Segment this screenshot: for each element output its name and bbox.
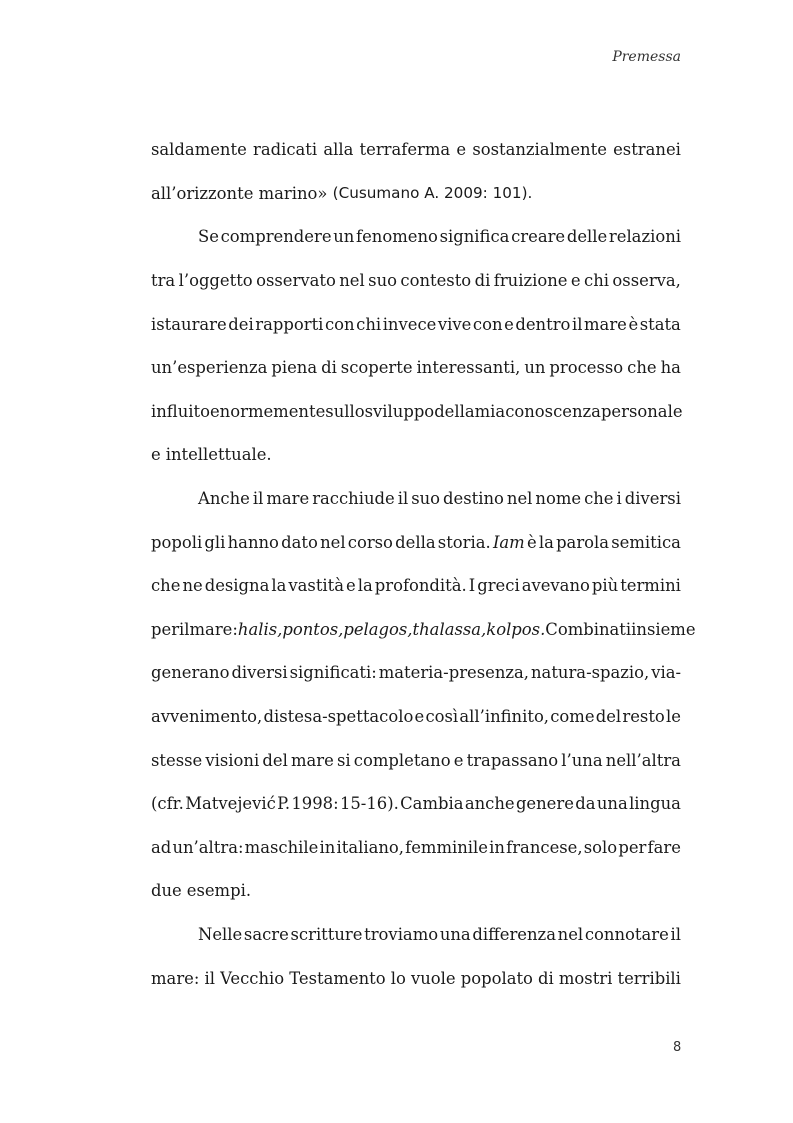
word: la [538,532,554,552]
word: visioni [205,750,260,770]
word: un’altra: [172,837,244,857]
word: delle [566,227,608,247]
word: che [627,358,657,378]
word: popolato [460,968,533,988]
text-line [151,477,681,521]
word: due [151,881,182,901]
word: Anche [198,489,250,509]
text-line [151,172,681,216]
word: il [204,968,215,988]
word: conoscenza [505,401,601,421]
word: terraferma [359,140,451,160]
word: e [504,314,514,334]
word: la [357,576,373,596]
word: fenomeno [356,227,438,247]
word: significa [439,227,510,247]
word: lo [390,968,406,988]
word: il [670,924,681,944]
text-line [151,695,681,739]
word: semitica [611,532,681,552]
word: e [346,576,356,596]
word: per [618,837,647,857]
word: un’esperienza [151,358,268,378]
word: della [395,532,436,552]
word: P. [277,794,291,814]
text-line [151,651,681,695]
word: avevano [521,576,590,596]
word: il [252,489,264,509]
word: via- [651,663,681,683]
word: pelagos, [343,619,413,639]
word: Se [198,227,219,247]
word: suo [368,271,397,291]
word: radicati [252,140,318,160]
word: da [575,794,596,814]
word: relazioni [608,227,681,247]
word: interessanti, [416,358,521,378]
word: più [591,576,619,596]
word: e [414,707,425,727]
word: esempi. [186,881,252,901]
word: della [434,401,475,421]
word: osservato [256,271,336,291]
word: francese, [506,837,583,857]
word: ne [182,576,203,596]
word: dentro [515,314,571,334]
word: termini [620,576,681,596]
word: 1998: [291,794,339,814]
word: designa [204,576,270,596]
word: un [524,358,546,378]
word: mare [266,489,310,509]
word: storia. [437,532,491,552]
word: estranei [613,140,681,160]
word: il [397,489,409,509]
word: le [665,707,681,727]
word: di [474,271,491,291]
text-line [151,259,681,303]
word: (cfr. [151,794,184,814]
word: Iam [492,532,525,552]
word: saldamente [151,140,247,160]
text-line [151,608,696,652]
word: vastità [288,576,345,596]
word: sullo [325,401,365,421]
text-segment: (Cusumano A. 2009: 101). [332,184,533,203]
word: personale [600,401,683,421]
word: osserva, [612,271,681,291]
word: una [439,924,471,944]
word: nel [320,532,346,552]
word: scoperte [340,358,413,378]
running-header: Premessa [612,49,681,65]
word: di [321,358,337,378]
text-line [151,433,681,477]
word: che [151,576,181,596]
word: solo [583,837,618,857]
word: e [570,271,581,291]
word: insieme [631,619,696,639]
word: stesse [151,750,203,770]
word: del [595,707,622,727]
word: diversi [624,489,681,509]
word: così [425,707,459,727]
word: popoli [151,532,203,552]
text-line [151,128,681,172]
word: è [628,314,639,334]
word: scritture [290,924,363,944]
word: del [262,750,288,770]
word: intellettuale. [165,445,272,465]
text-line [151,738,681,782]
word: istaurare [151,314,227,334]
word: Matvejević [185,794,276,814]
word: i [616,489,622,509]
word: dei [228,314,254,334]
word: nel [557,924,584,944]
word: femminile [405,837,488,857]
word: un [333,227,355,247]
word: in [489,837,505,857]
word: invece [382,314,437,334]
word: gli [204,532,226,552]
text-segment: all’orizzonte marino» [151,183,333,203]
text-line [151,913,681,957]
word: terribili [617,968,681,988]
word: con [472,314,503,334]
word: ad [151,837,172,857]
word: chi [584,271,609,291]
text-line [151,390,681,434]
word: racchiude [312,489,395,509]
word: 15-16). [339,794,399,814]
word: comprendere [220,227,332,247]
word: nome [535,489,582,509]
text-line [151,346,681,390]
word: si [336,750,351,770]
word: sostanzialmente [472,140,607,160]
word: troviamo [364,924,439,944]
word: profondità. [374,576,467,596]
word: halis, [237,619,283,639]
text-line [151,302,681,346]
word: stata [639,314,681,334]
word: per [151,619,180,639]
word: thalassa, [412,619,487,639]
text-line [151,520,681,564]
word: connotare [584,924,669,944]
word: mare [584,314,627,334]
word: kolpos. [486,619,546,639]
word: natura-spazio, [530,663,650,683]
word: l’una [561,750,603,770]
word: in [319,837,336,857]
body-text [151,128,696,1000]
word: italiano, [336,837,404,857]
word: che [584,489,614,509]
word: fare [647,837,681,857]
page-number: 8 [673,1040,682,1055]
text-line [151,956,681,1000]
word: nell’altra [605,750,681,770]
word: mia [474,401,506,421]
word: greci [477,576,520,596]
word: rapporti [255,314,324,334]
word: processo [549,358,624,378]
word: fruizione [493,271,568,291]
word: mostri [558,968,613,988]
word: vuole [410,968,456,988]
word: enormemente [209,401,326,421]
text-line [151,564,681,608]
word: influito [151,401,210,421]
word: generano [151,663,230,683]
word: la [271,576,287,596]
word: e [456,140,467,160]
word: tra [151,271,176,291]
text-line [151,215,681,259]
word: come [550,707,595,727]
word: una [596,794,628,814]
word: sacre [243,924,289,944]
word: piena [271,358,318,378]
word: genere [515,794,574,814]
word: chi [356,314,382,334]
word: Cambia [400,794,464,814]
word: contesto [400,271,472,291]
word: Nelle [198,924,243,944]
word: Combinati [545,619,632,639]
word: mare: [189,619,238,639]
word: pontos, [282,619,344,639]
word: nel [339,271,365,291]
word: distesa-spettacolo [263,707,414,727]
word: materia-presenza, [378,663,530,683]
word: mare: [151,968,200,988]
word: resto [622,707,665,727]
word: il [571,314,583,334]
word: corso [347,532,393,552]
word: è [526,532,537,552]
word: l’oggetto [178,271,253,291]
word: creare [511,227,566,247]
word: e [453,750,464,770]
word: di [538,968,554,988]
word: differenza [472,924,556,944]
word: suo [411,489,441,509]
word: significati: [289,663,377,683]
word: il [179,619,190,639]
word: Testamento [289,968,386,988]
word: ha [660,358,681,378]
word: anche [464,794,515,814]
word: all’infinito, [459,707,550,727]
word: mare [290,750,334,770]
word: Vecchio [220,968,285,988]
word: destino [443,489,504,509]
word: maschile [244,837,319,857]
word: sviluppo [364,401,435,421]
word: nel [506,489,533,509]
word: hanno [227,532,279,552]
word: dato [281,532,318,552]
word: avvenimento, [151,707,263,727]
word: vive [437,314,472,334]
text-line [151,869,681,913]
word: parola [556,532,610,552]
word: trapassano [466,750,559,770]
word: I [468,576,476,596]
word: diversi [231,663,288,683]
word: alla [323,140,354,160]
word: lingua [629,794,681,814]
text-line [151,782,681,826]
word: completano [353,750,451,770]
word: con [324,314,355,334]
word: e [151,445,161,465]
text-line [151,826,681,870]
